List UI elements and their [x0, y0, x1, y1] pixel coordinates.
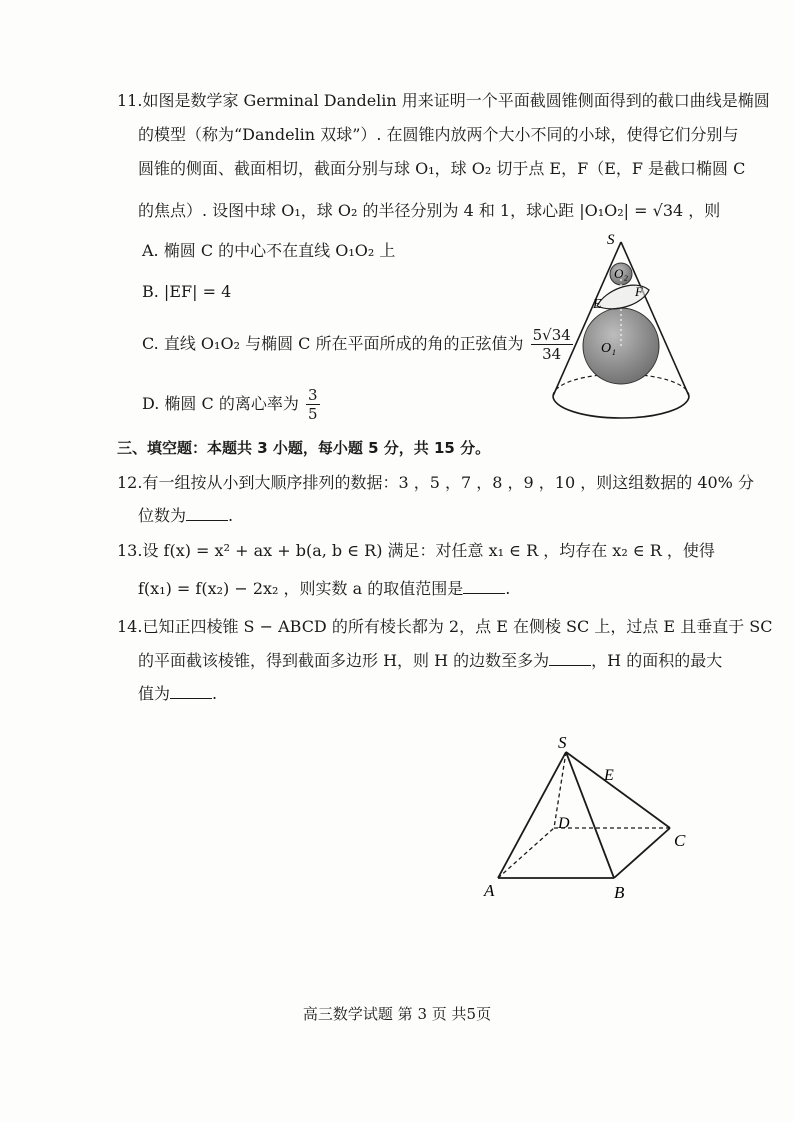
- pyramid-figure: [470, 730, 710, 910]
- page-footer: 高三数学试题 第 3 页 共5页: [302, 1005, 492, 1023]
- q13-stem-2: f(x₁) = f(x₂) − 2x₂ ，则实数 a 的取值范围是: [138, 579, 464, 598]
- q13-line-1: [117, 540, 715, 562]
- label-d: D: [558, 815, 570, 832]
- label-b: B: [614, 883, 625, 902]
- q14-answer-blank-1[interactable]: [549, 651, 591, 666]
- q11-line-1: [117, 90, 770, 112]
- q14-stem-3: 值为: [138, 684, 171, 703]
- q12-line-1: [117, 472, 754, 494]
- q11-option-c-numerator: 5√34: [532, 326, 571, 344]
- q11-stem-1: 如图是数学家 Germinal Dandelin 用来证明一个平面截圆锥侧面得到的截口曲线是椭圆: [142, 91, 770, 110]
- q14-line-1: [117, 616, 772, 638]
- label-o2: O₂: [614, 266, 628, 281]
- q11-stem-4: 的焦点）. 设图中球 O₁，球 O₂ 的半径分别为 4 和 1，球心距 |O₁O₂| = √34 ，则: [138, 201, 721, 220]
- edge-ad: [498, 828, 554, 878]
- edge-bc: [614, 828, 670, 878]
- q11-option-d-denominator: 5: [307, 405, 318, 423]
- q14-line-3: 值为 .: [138, 684, 218, 703]
- q11-option-c-text: C. 直线 O₁O₂ 与椭圆 C 所在平面所成的角的正弦值为: [142, 334, 524, 353]
- q14-stem-2a: 的平面截该棱锥，得到截面多边形 H，则 H 的边数至多为: [138, 651, 550, 670]
- q11-option-a: A. 椭圆 C 的中心不在直线 O₁O₂ 上: [142, 241, 396, 260]
- q14-line-2: [138, 650, 722, 672]
- q11-option-d: [142, 386, 322, 423]
- label-o1: O₁: [601, 341, 616, 356]
- label-c: C: [674, 831, 686, 850]
- q11-stem-2: 的模型（称为“Dandelin 双球”）. 在圆锥内放两个大小不同的小球，使得它们分别与: [138, 125, 739, 144]
- label-f: F: [635, 284, 643, 299]
- q14-answer-blank-2[interactable]: [170, 684, 212, 699]
- q12-number: 12.: [117, 473, 143, 492]
- edge-sc: [566, 752, 670, 828]
- q13-number: 13.: [117, 541, 143, 560]
- label-s: S: [558, 733, 567, 752]
- q13-line-2: f(x₁) = f(x₂) − 2x₂ ，则实数 a 的取值范围是 .: [138, 579, 511, 598]
- q11-number: 11.: [117, 91, 143, 110]
- section-3-header: 三、填空题：本题共 3 小题，每小题 5 分，共 15 分。: [117, 439, 491, 457]
- q13-answer-blank[interactable]: [463, 579, 505, 594]
- q13-stem-1: 设 f(x) = x² + ax + b(a, b ∈ R) 满足：对任意 x₁ ∈ R ，均存在 x₂ ∈ R ，使得: [142, 541, 715, 560]
- q11-option-c: [142, 326, 575, 363]
- q14-number: 14.: [117, 617, 143, 636]
- q14-stem-1: 已知正四棱锥 S − ABCD 的所有棱长都为 2，点 E 在侧棱 SC 上，过点 E 且垂直于 SC: [142, 617, 773, 636]
- q11-option-d-text: D. 椭圆 C 的离心率为: [142, 394, 299, 413]
- q11-option-c-denominator: 34: [542, 345, 562, 363]
- q14-stem-2b: ，H 的面积的最大: [591, 651, 723, 670]
- q12-line-2: 位数为 .: [138, 506, 234, 525]
- q12-answer-blank[interactable]: [186, 506, 228, 521]
- q11-option-d-fraction: [306, 386, 320, 423]
- q11-stem-3: 圆锥的侧面、截面相切，截面分别与球 O₁，球 O₂ 切于点 E，F（E，F 是截口椭圆 C: [138, 159, 746, 178]
- label-e: E: [593, 297, 602, 312]
- cone-base-front: [553, 396, 689, 418]
- q12-stem-1: 有一组按从小到大顺序排列的数据：3 ，5 ，7 ，8 ，9 ，10 ，则这组数据的 40% 分: [142, 473, 754, 492]
- q12-stem-2: 位数为: [138, 506, 187, 525]
- q11-option-b: B. |EF| = 4: [142, 282, 232, 301]
- label-a: A: [484, 881, 495, 900]
- dandelin-cone-figure: [545, 228, 705, 428]
- q11-option-d-numerator: 3: [307, 386, 318, 404]
- label-s: S: [607, 232, 615, 248]
- label-e: E: [604, 767, 614, 784]
